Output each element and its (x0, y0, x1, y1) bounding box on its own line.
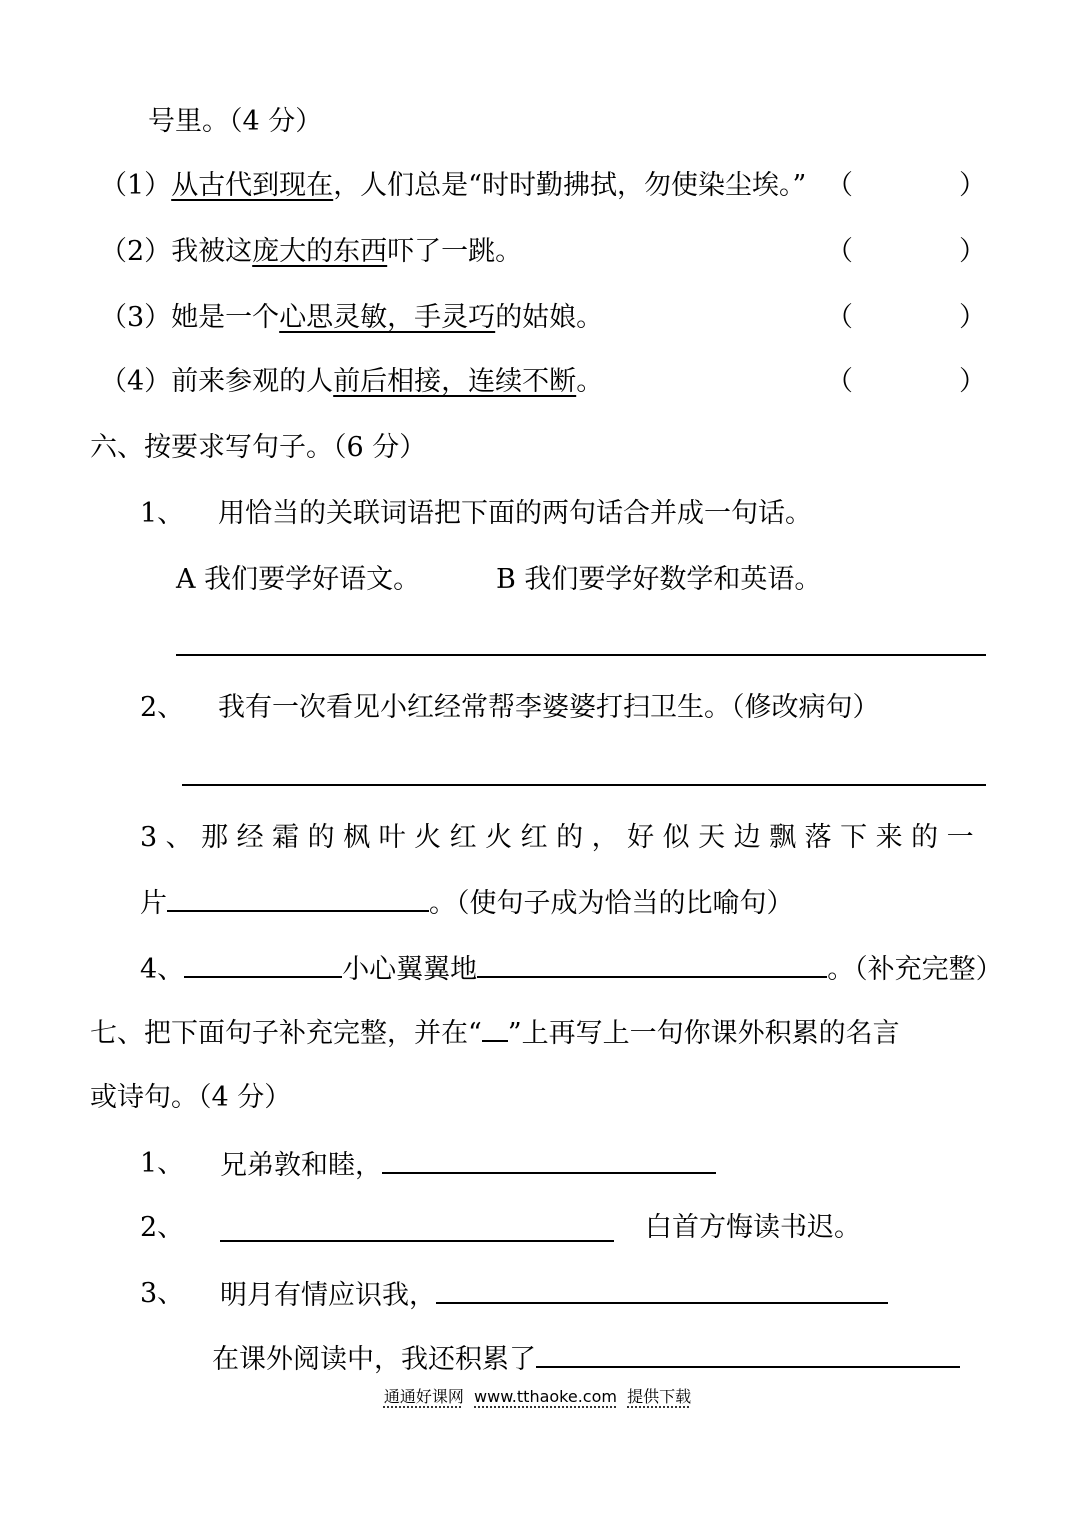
footer-url[interactable]: www.tthaoke.com (474, 1387, 617, 1406)
s5-item-1 (100, 168, 806, 204)
s6-q3-line2: 片 。（使句子成为恰当的比喻句） (140, 884, 794, 922)
s5-item-2: （2）我被这庞大的东西吓了一跳。 (100, 236, 523, 267)
s5-item-3-num: （3） (100, 302, 172, 333)
s5-item-2-num: （2） (100, 236, 172, 267)
footer-site: 通通好课网 (383, 1387, 464, 1406)
s7-q3-blank[interactable] (436, 1276, 888, 1304)
footer (0, 1386, 1075, 1408)
s7-heading-line2: 或诗句。（4 分） (90, 1082, 292, 1113)
s7-heading-mark (482, 1014, 508, 1042)
s5-item-2-underlined: 庞大的东西 (252, 236, 388, 267)
s6-q2-answer-line[interactable] (182, 784, 986, 786)
s5-item-1-num: （1） (100, 170, 172, 201)
s7-q2-text: 白首方悔读书迟。 (645, 1212, 861, 1243)
s6-q2-num: 2、 (140, 692, 185, 723)
s6-q1-a: A 我们要学好语文。 (176, 564, 421, 595)
s7-q2-num: 2、 (140, 1212, 185, 1243)
s5-item-4-num: （4） (100, 366, 172, 397)
footer-suffix: 提供下载 (627, 1387, 692, 1406)
s7-extra-blank[interactable] (536, 1340, 960, 1368)
s5-item-1-underlined: 从古代到现在 (171, 170, 334, 201)
s7-q1-blank[interactable] (382, 1146, 716, 1174)
s6-q4-blank-1[interactable] (184, 950, 342, 978)
s6-q1-num: 1、 (140, 498, 185, 529)
s6-heading: 六、按要求写句子。（6 分） (90, 432, 427, 463)
s6-q1-b: B 我们要学好数学和英语。 (496, 564, 822, 595)
s6-q2-text: 我有一次看见小红经常帮李婆婆打扫卫生。（修改病句） (218, 692, 880, 723)
s5-item-1-rest: ，人们总是“时时勤拂拭，勿使染尘埃。” (333, 170, 807, 201)
s5-item-3: （3）她是一个心思灵敏，手灵巧的姑娘。 (100, 302, 604, 333)
s6-q4: 4、 小心翼翼地 。（补充完整） (140, 950, 1003, 988)
s7-heading-line1: 七、把下面句子补充完整，并在“ ”上再写上一句你课外积累的名言 (90, 1014, 900, 1052)
s7-q1: 兄弟敦和睦， (220, 1146, 716, 1184)
s7-extra: 在课外阅读中，我还积累了 (212, 1340, 960, 1378)
s5-item-4: （4）前来参观的人前后相接，连续不断。 (100, 366, 604, 397)
s6-q1-answer-line[interactable] (176, 654, 986, 656)
s7-q3: 明月有情应识我， (220, 1276, 888, 1314)
s6-q4-blank-2[interactable] (477, 950, 827, 978)
s5-continued: 号里。（4 分） (148, 106, 323, 137)
s6-q3-line1: 3、那经霜的枫叶火红火红的，好似天边飘落下来的一 (140, 822, 983, 853)
s7-q2-blank[interactable] (220, 1240, 614, 1242)
s5-item-3-underlined: 心思灵敏，手灵巧 (279, 302, 496, 333)
s6-q1-text: 用恰当的关联词语把下面的两句话合并成一句话。 (218, 498, 812, 529)
s7-q3-num: 3、 (140, 1278, 185, 1309)
s7-q1-num: 1、 (140, 1148, 185, 1179)
s5-item-4-underlined: 前后相接，连续不断 (333, 366, 577, 397)
s6-q3-blank[interactable] (167, 884, 429, 912)
